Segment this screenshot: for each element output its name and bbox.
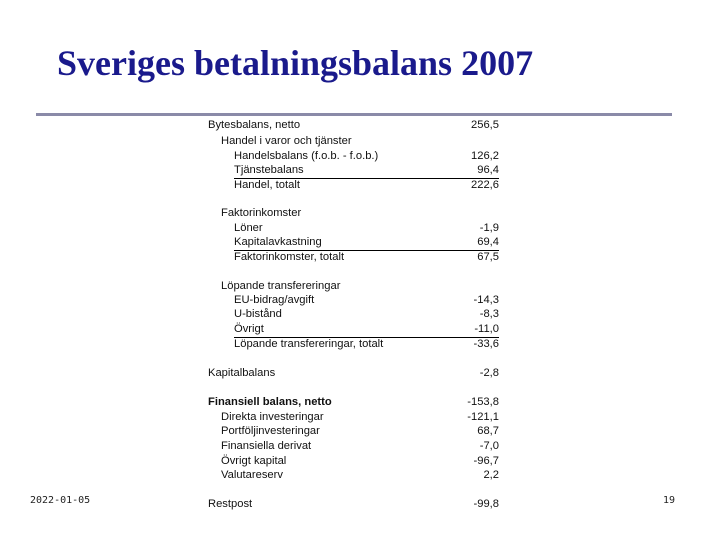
row-label: Handelsbalans (f.o.b. - f.o.b.) (234, 150, 379, 162)
row-value: -96,7 (473, 455, 499, 467)
balance-table (200, 116, 510, 516)
table-row (200, 293, 510, 308)
row-value: -11,0 (474, 323, 499, 335)
table-row (200, 322, 510, 337)
slide-title: Sveriges betalningsbalans 2007 (57, 43, 534, 83)
table-row (200, 163, 510, 178)
table-row (200, 439, 510, 454)
row-value: -153,8 (467, 396, 499, 408)
row-value: 69,4 (477, 236, 499, 248)
row-label: Övrigt (234, 323, 264, 335)
table-row (200, 337, 510, 352)
row-value: -121,1 (467, 411, 499, 423)
row-value: -33,6 (473, 338, 499, 350)
row-label: EU-bidrag/avgift (234, 294, 315, 306)
row-label: Finansiell balans, netto (208, 396, 332, 408)
row-label: Löpande transfereringar (221, 280, 341, 292)
row-value: 67,5 (477, 251, 499, 263)
table-row (200, 424, 510, 439)
row-label: U-bistånd (234, 308, 282, 320)
table-row (200, 366, 510, 381)
row-label: Valutareserv (221, 469, 283, 481)
row-label: Restpost (208, 498, 253, 510)
row-label: Handel i varor och tjänster (221, 135, 352, 147)
table-row (200, 307, 510, 322)
table-row (200, 134, 510, 149)
row-label: Kapitalbalans (208, 367, 276, 379)
table-row (200, 149, 510, 164)
row-label: Löner (234, 222, 263, 234)
table-row (200, 468, 510, 483)
table-row (200, 178, 510, 193)
row-label: Löpande transfereringar, totalt (234, 338, 384, 350)
row-value: -1,9 (479, 222, 499, 234)
table-row (200, 250, 510, 265)
row-label: Tjänstebalans (234, 164, 304, 176)
table-row (200, 454, 510, 469)
row-value: 68,7 (477, 425, 499, 437)
table-row (200, 279, 510, 294)
row-value: 222,6 (471, 179, 499, 191)
row-label: Faktorinkomster (221, 207, 302, 219)
row-value: 256,5 (471, 119, 499, 131)
row-label: Portföljinvesteringar (221, 425, 320, 437)
row-value: -99,8 (473, 498, 499, 510)
table-row (200, 410, 510, 425)
table-row (200, 118, 510, 133)
row-value: 126,2 (471, 150, 499, 162)
row-label: Handel, totalt (234, 179, 300, 191)
table-row (200, 206, 510, 221)
table-row (200, 497, 510, 512)
row-value: 2,2 (483, 469, 499, 481)
row-label: Direkta investeringar (221, 411, 324, 423)
row-value: -7,0 (479, 440, 499, 452)
row-label: Bytesbalans, netto (208, 119, 301, 131)
row-label: Kapitalavkastning (234, 236, 322, 248)
row-label: Övrigt kapital (221, 455, 287, 467)
table-row (200, 221, 510, 236)
row-label: Finansiella derivat (221, 440, 312, 452)
row-value: -2,8 (479, 367, 499, 379)
row-label: Faktorinkomster, totalt (234, 251, 345, 263)
page-number: 19 (663, 495, 676, 506)
row-value: 96,4 (477, 164, 499, 176)
slide-date: 2022-01-05 (30, 495, 91, 506)
row-value: -8,3 (479, 308, 499, 320)
row-value: -14,3 (473, 294, 499, 306)
table-row (200, 395, 510, 410)
table-row (200, 235, 510, 250)
